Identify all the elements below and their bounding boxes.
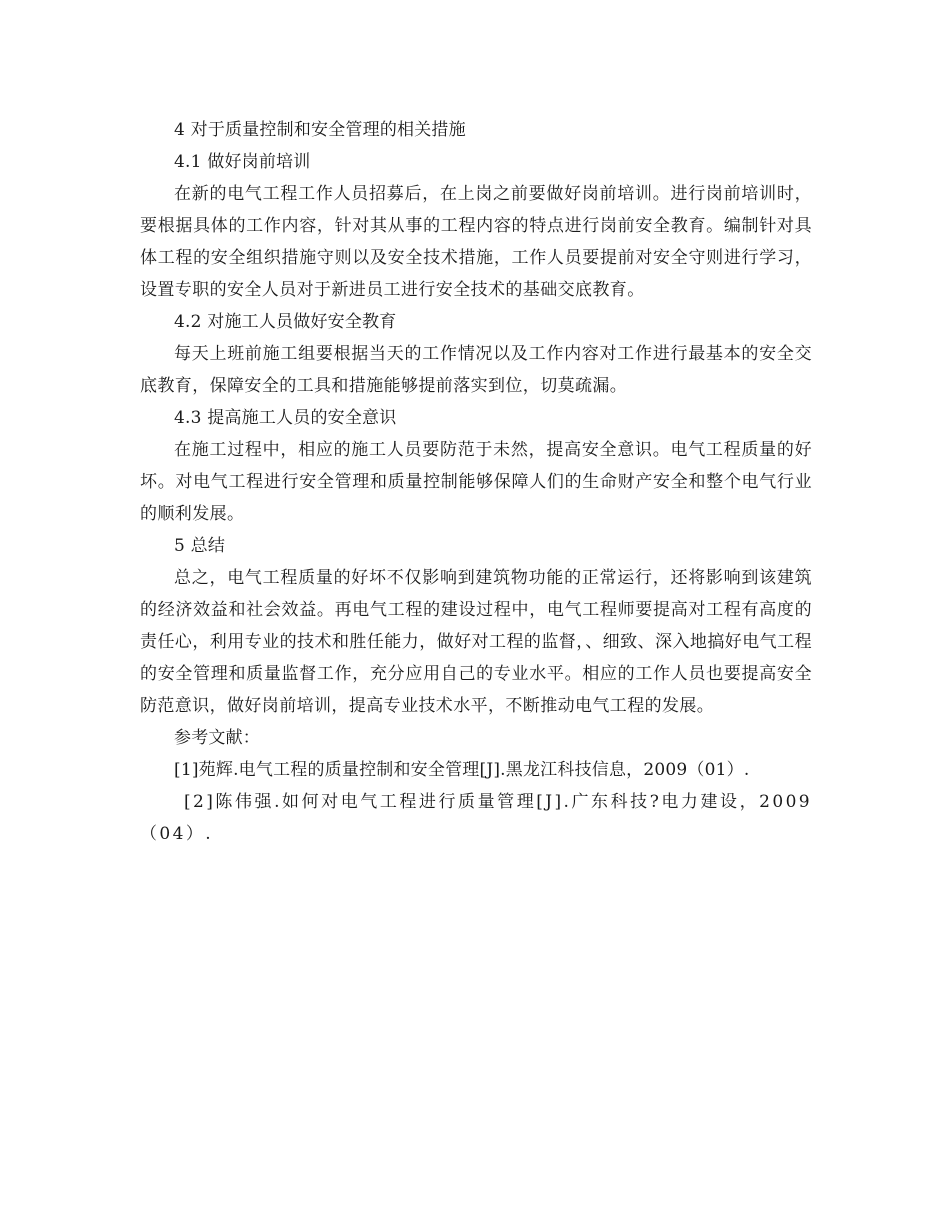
- subsection-heading-4-1: 4.1 做好岗前培训: [174, 152, 311, 172]
- references-heading: 参考文献：: [174, 728, 260, 748]
- paragraph-safety-awareness: 在施工过程中，相应的施工人员要防范于未然，提高安全意识。电气工程质量的好坏。对电气工程进行安全管理和质量控制能够保障人们的生命财产安全和整个电气行业的顺利发展。: [140, 440, 812, 524]
- subsection-heading-4-3: 4.3 提高施工人员的安全意识: [174, 408, 397, 428]
- document-body: [140, 114, 812, 850]
- paragraph-safety-education: 每天上班前施工组要根据当天的工作情况以及工作内容对工作进行最基本的安全交底教育，保障安全的工具和措施能够提前落实到位，切莫疏漏。: [140, 344, 812, 396]
- section-heading-5: 5 总结: [174, 536, 226, 556]
- reference-item-1: [1]苑辉.电气工程的质量控制和安全管理[J].黑龙江科技信息，2009（01）.: [174, 760, 750, 780]
- section-heading-4: 4 对于质量控制和安全管理的相关措施: [174, 120, 466, 140]
- paragraph-summary: 总之，电气工程质量的好坏不仅影响到建筑物功能的正常运行，还将影响到该建筑的经济效益和社会效益。再电气工程的建设过程中，电气工程师要提高对工程有高度的责任心，利用专业的技术和胜任能力，做好对工程的监督，、细致、深入地搞好电气工程的安全管理和质量监督工作，充分应用自己的专业水平。相应的工作人员也要提高安全防范意识，做好岗前培训，提高专业技术水平，不断推动电气工程的发展。: [140, 568, 812, 716]
- paragraph-training: 在新的电气工程工作人员招募后，在上岗之前要做好岗前培训。进行岗前培训时，要根据具体的工作内容，针对其从事的工程内容的特点进行岗前安全教育。编制针对具体工程的安全组织措施守则以及安全技术措施，工作人员要提前对安全守则进行学习，设置专职的安全人员对于新进员工进行安全技术的基础交底教育。: [140, 184, 812, 300]
- reference-item-2: [2]陈伟强.如何对电气工程进行质量管理[J].广东科技?电力建设，2009（04）.: [140, 792, 812, 844]
- subsection-heading-4-2: 4.2 对施工人员做好安全教育: [174, 312, 397, 332]
